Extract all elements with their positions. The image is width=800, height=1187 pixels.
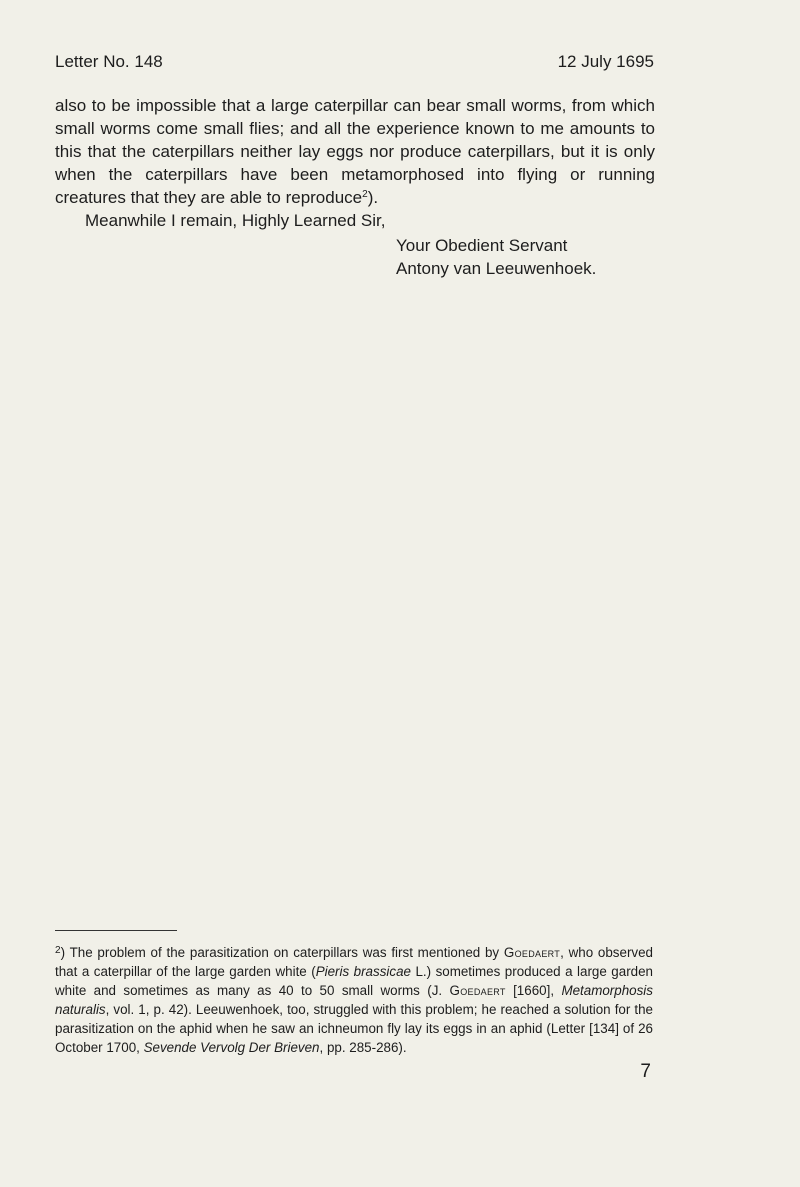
main-text: [55, 94, 655, 232]
footnote-text: , pp. 285-286).: [319, 1040, 407, 1055]
footnote-text: , vol. 1, p. 42). Leeuwenhoek, too, struggled with this problem; he reached a solution for the parasitization on the aphid when he saw an ichneumon fly lay its eggs in an aphid (Letter [134] of 26 October 1700,: [55, 1002, 653, 1055]
footnote-text: The problem of the parasitization on caterpillars was first mentioned by: [65, 945, 504, 960]
footnote-text: , who observed that a caterpillar of the large garden white (: [55, 945, 653, 979]
paragraph-end: ).: [367, 188, 379, 207]
signature-line-servant: Your Obedient Servant: [396, 236, 568, 255]
body-paragraph: [55, 94, 655, 209]
footnote-text: [1660],: [505, 983, 562, 998]
running-header-date: 12 July 1695: [557, 52, 654, 71]
body-paragraph-closing-line: Meanwhile I remain, Highly Learned Sir,: [85, 211, 386, 230]
footnote: [55, 941, 653, 1057]
paragraph-text: also to be impossible that a large caterpillar can bear small worms, from which small worms come small flies; and all the experience known to me amounts to this that the caterpillars neither lay eggs nor produce caterpillars, but it is only when the caterpillars have been metamorphosed into flying or running creatures that they are able to reproduce: [55, 96, 655, 207]
species-name: Pieris brassicae: [315, 964, 411, 979]
book-title: Sevende Vervolg Der Brieven: [143, 1040, 320, 1055]
footnote-divider: [55, 930, 177, 931]
author-name: Goedaert: [449, 983, 506, 998]
footnote-marker: 2: [55, 945, 61, 956]
signature-block: [396, 234, 596, 280]
footnote-text: L.) sometimes produced a large garden white and sometimes as many as 40 to 50 small worms (J.: [55, 964, 653, 998]
footnote-reference: 2: [362, 189, 368, 200]
running-header-letter-number: Letter No. 148: [55, 52, 163, 71]
book-title: Metamorphosis naturalis: [55, 983, 653, 1017]
author-name: Goedaert: [503, 945, 561, 960]
page-number: 7: [640, 1061, 651, 1082]
footnote-marker-paren: ): [60, 945, 66, 960]
signature-line-name: Antony van Leeuwenhoek.: [396, 259, 597, 278]
